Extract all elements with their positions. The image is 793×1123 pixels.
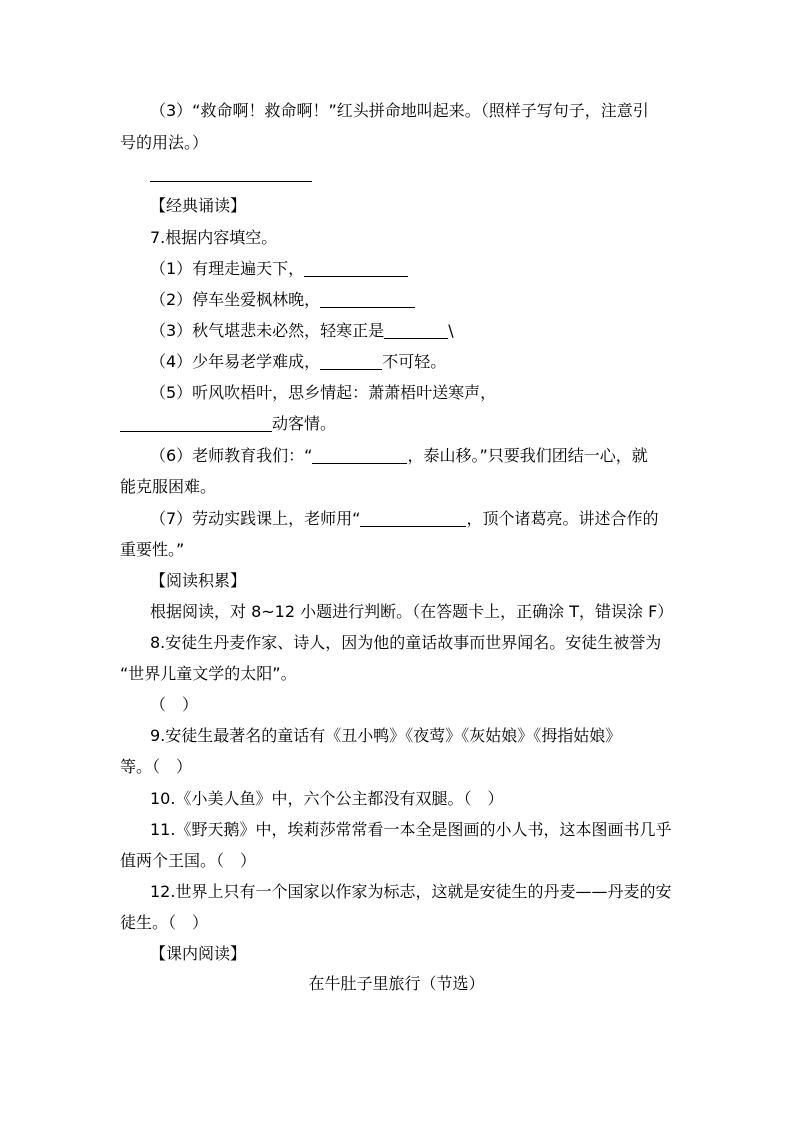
fill-blank	[312, 447, 407, 464]
q7-item-6-line1	[150, 445, 710, 467]
q8-line2: “世界儿童文学的太阳”。	[120, 664, 297, 683]
q7-item-4-tail: 不可轻。	[382, 352, 447, 371]
fill-blank	[360, 510, 466, 527]
q7-item-4-text: （4）少年易老学难成，	[150, 352, 321, 371]
judge-instructions: 根据阅读，对 8~12 小题进行判断。（在答题卡上，正确涂 T，错误涂 F）	[150, 602, 674, 621]
q7-item-5-line2	[120, 413, 680, 435]
q11-line2: 值两个王国。（ ）	[120, 851, 257, 870]
q10: 10.《小美人鱼》中，六个公主都没有双腿。（ ）	[150, 789, 504, 808]
fill-blank	[320, 353, 382, 370]
q7-item-3-text: （3）秋气堪悲未必然，轻寒正是	[150, 321, 385, 340]
q11-line1: 11.《野天鹅》中，埃莉莎常常看一本全是图画的小人书，这本图画书几乎	[150, 820, 672, 839]
q7-item-3-tail: \	[448, 321, 454, 340]
q12-line2: 徒生。（ ）	[120, 913, 209, 932]
q6-3-line1: （3）“救命啊！救命啊！”红头拼命地叫起来。（照样子写句子，注意引	[150, 101, 649, 120]
q7-item-2	[150, 289, 710, 311]
q7-item-7-tail: ，顶个诸葛亮。讲述合作的	[466, 509, 659, 528]
section-class-reading-heading: 【课内阅读】	[150, 944, 247, 963]
answer-blank-line	[150, 181, 312, 182]
q7-item-3	[150, 320, 710, 342]
q7-item-4	[150, 351, 710, 373]
fill-blank	[320, 291, 415, 308]
q7-item-1	[150, 258, 710, 280]
q7-item-7-text: （7）劳动实践课上，老师用“	[150, 509, 361, 528]
q8-line1: 8.安徒生丹麦作家、诗人，因为他的童话故事而世界闻名。安徒生被誉为	[150, 633, 662, 652]
fill-blank	[304, 260, 408, 277]
fill-blank	[120, 415, 272, 432]
q7-item-6-line2: 能克服困难。	[120, 477, 217, 496]
q12-line1: 12.世界上只有一个国家以作家为标志，这就是安徒生的丹麦——丹麦的安	[150, 882, 672, 901]
fill-blank	[384, 322, 448, 339]
q7-item-6-text: （6）老师教育我们：“	[150, 446, 313, 465]
q7-item-1-text: （1）有理走遍天下，	[150, 259, 305, 278]
q7-item-7-line1	[150, 508, 710, 530]
q6-3-line2: 号的用法。）	[120, 133, 209, 152]
q7-stem: 7.根据内容填空。	[150, 228, 278, 247]
q7-item-5-line1: （5）听风吹梧叶，思乡情起：萧萧梧叶送寒声，	[150, 383, 497, 402]
q9-line1: 9.安徒生最著名的童话有《丑小鸭》《夜莺》《灰姑娘》《拇指姑娘》	[150, 726, 622, 745]
q8-answer-paren: （ ）	[150, 695, 199, 714]
q9-line2: 等。（ ）	[120, 757, 193, 776]
q7-item-5-tail: 动客情。	[272, 414, 337, 433]
q7-item-7-line2: 重要性。”	[120, 540, 185, 559]
q7-item-6-tail: ，泰山移。”只要我们团结一心，就	[407, 446, 648, 465]
passage-title: 在牛肚子里旅行（节选）	[308, 974, 485, 993]
q7-item-2-text: （2）停车坐爱枫林晚，	[150, 290, 321, 309]
section-reading-heading: 【阅读积累】	[150, 571, 247, 590]
section-classic-heading: 【经典诵读】	[150, 196, 247, 215]
